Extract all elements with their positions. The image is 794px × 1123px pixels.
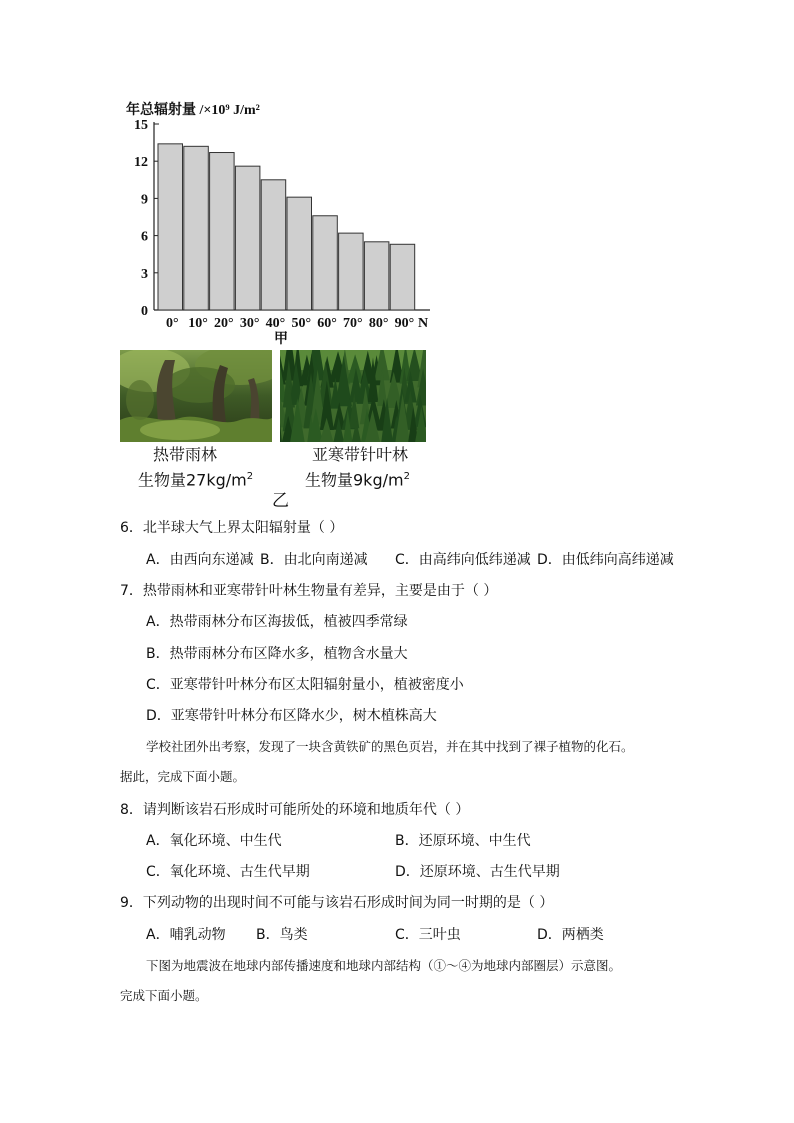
chart-x-tick-label: 90° (394, 316, 415, 331)
q7-option-d: D．亚寒带针叶林分布区降水少，树木植株高大 (146, 708, 437, 724)
chart-y-tick-label: 6 (141, 229, 148, 245)
question-9-stem: 9．下列动物的出现时间不可能与该岩石形成时间为同一时期的是（ ） (120, 895, 554, 911)
chart-x-tick-label: 10° (188, 316, 208, 331)
q9-option-a: A．哺乳动物 (146, 927, 226, 943)
seismic-intro-line1: 下图为地震波在地球内部传播速度和地球内部结构（①～④为地球内部圈层）示意图。 (146, 958, 622, 973)
chart-x-axis-end-label: N (418, 316, 429, 331)
chart-x-tick-label: 50° (291, 316, 312, 331)
q8-option-c: C．氧化环境、古生代早期 (146, 864, 310, 880)
chart-bar (184, 146, 209, 310)
chart-x-tick-label: 70° (343, 316, 363, 331)
chart-x-tick-label: 0° (165, 316, 179, 331)
chart-y-tick-label: 0 (141, 304, 148, 319)
chart-bar (287, 197, 312, 310)
question-7-stem: 7．热带雨林和亚寒带针叶林生物量有差异，主要是由于（ ） (120, 583, 498, 599)
radiation-bar-chart (118, 96, 438, 348)
chart-bar (313, 216, 338, 310)
q9-option-d: D．两栖类 (537, 927, 604, 943)
rainforest-biomass: 生物量$27kg/m^2$ (138, 470, 254, 490)
chart-x-tick-label: 80° (368, 316, 389, 331)
q7-option-a: A．热带雨林分布区海拔低，植被四季常绿 (146, 614, 408, 630)
question-8-stem: 8．请判断该岩石形成时可能所处的环境和地质年代（ ） (120, 802, 470, 818)
q9-option-c: C．三叶虫 (395, 927, 461, 943)
chart-x-tick-label: 20° (214, 316, 234, 331)
taiga-biomass: 生物量$9kg/m^2$ (305, 470, 410, 490)
q6-option-d: D．由低纬向高纬递减 (537, 552, 674, 568)
q6-option-c: C．由高纬向低纬递减 (395, 552, 531, 568)
chart-bar (261, 180, 286, 310)
rainforest-photo (120, 350, 272, 442)
taiga-photo (280, 350, 426, 442)
figure-b-caption: 乙 (272, 491, 289, 511)
chart-x-tick-label: 40° (265, 316, 286, 331)
q7-option-b: B．热带雨林分布区降水多，植物含水量大 (146, 646, 408, 662)
chart-caption: 甲 (274, 332, 288, 347)
chart-bar (339, 233, 364, 310)
q6-option-b: B．由北向南递减 (260, 552, 368, 568)
rock-intro-line1: 学校社团外出考察，发现了一块含黄铁矿的黑色页岩，并在其中找到了裸子植物的化石。 (146, 739, 634, 754)
chart-ylabel: 年总辐射量 /×10⁹ J/m² (126, 103, 260, 118)
q6-option-a: A．由西向东递减 (146, 552, 254, 568)
chart-bar (390, 244, 415, 310)
question-6-stem: 6．北半球大气上界太阳辐射量（ ） (120, 520, 344, 536)
chart-bar (158, 144, 183, 310)
chart-bar (364, 242, 389, 310)
chart-bar (235, 166, 260, 310)
chart-bar (210, 153, 235, 310)
q7-option-c: C．亚寒带针叶林分布区太阳辐射量小，植被密度小 (146, 677, 464, 693)
chart-y-tick-label: 15 (134, 118, 148, 133)
rainforest-title: 热带雨林 (153, 445, 218, 464)
rock-intro-line2: 据此，完成下面小题。 (120, 769, 246, 784)
taiga-title: 亚寒带针叶林 (312, 445, 409, 464)
q8-option-b: B．还原环境、中生代 (395, 833, 531, 849)
chart-y-tick-label: 12 (134, 155, 148, 171)
q9-option-b: B．鸟类 (256, 927, 308, 943)
q8-option-d: D．还原环境、古生代早期 (395, 864, 560, 880)
q8-option-a: A．氧化环境、中生代 (146, 833, 282, 849)
chart-y-tick-label: 9 (141, 192, 148, 208)
chart-y-tick-label: 3 (141, 266, 148, 282)
chart-x-tick-label: 30° (239, 316, 260, 331)
seismic-intro-line2: 完成下面小题。 (120, 988, 208, 1003)
chart-x-tick-label: 60° (317, 316, 337, 331)
